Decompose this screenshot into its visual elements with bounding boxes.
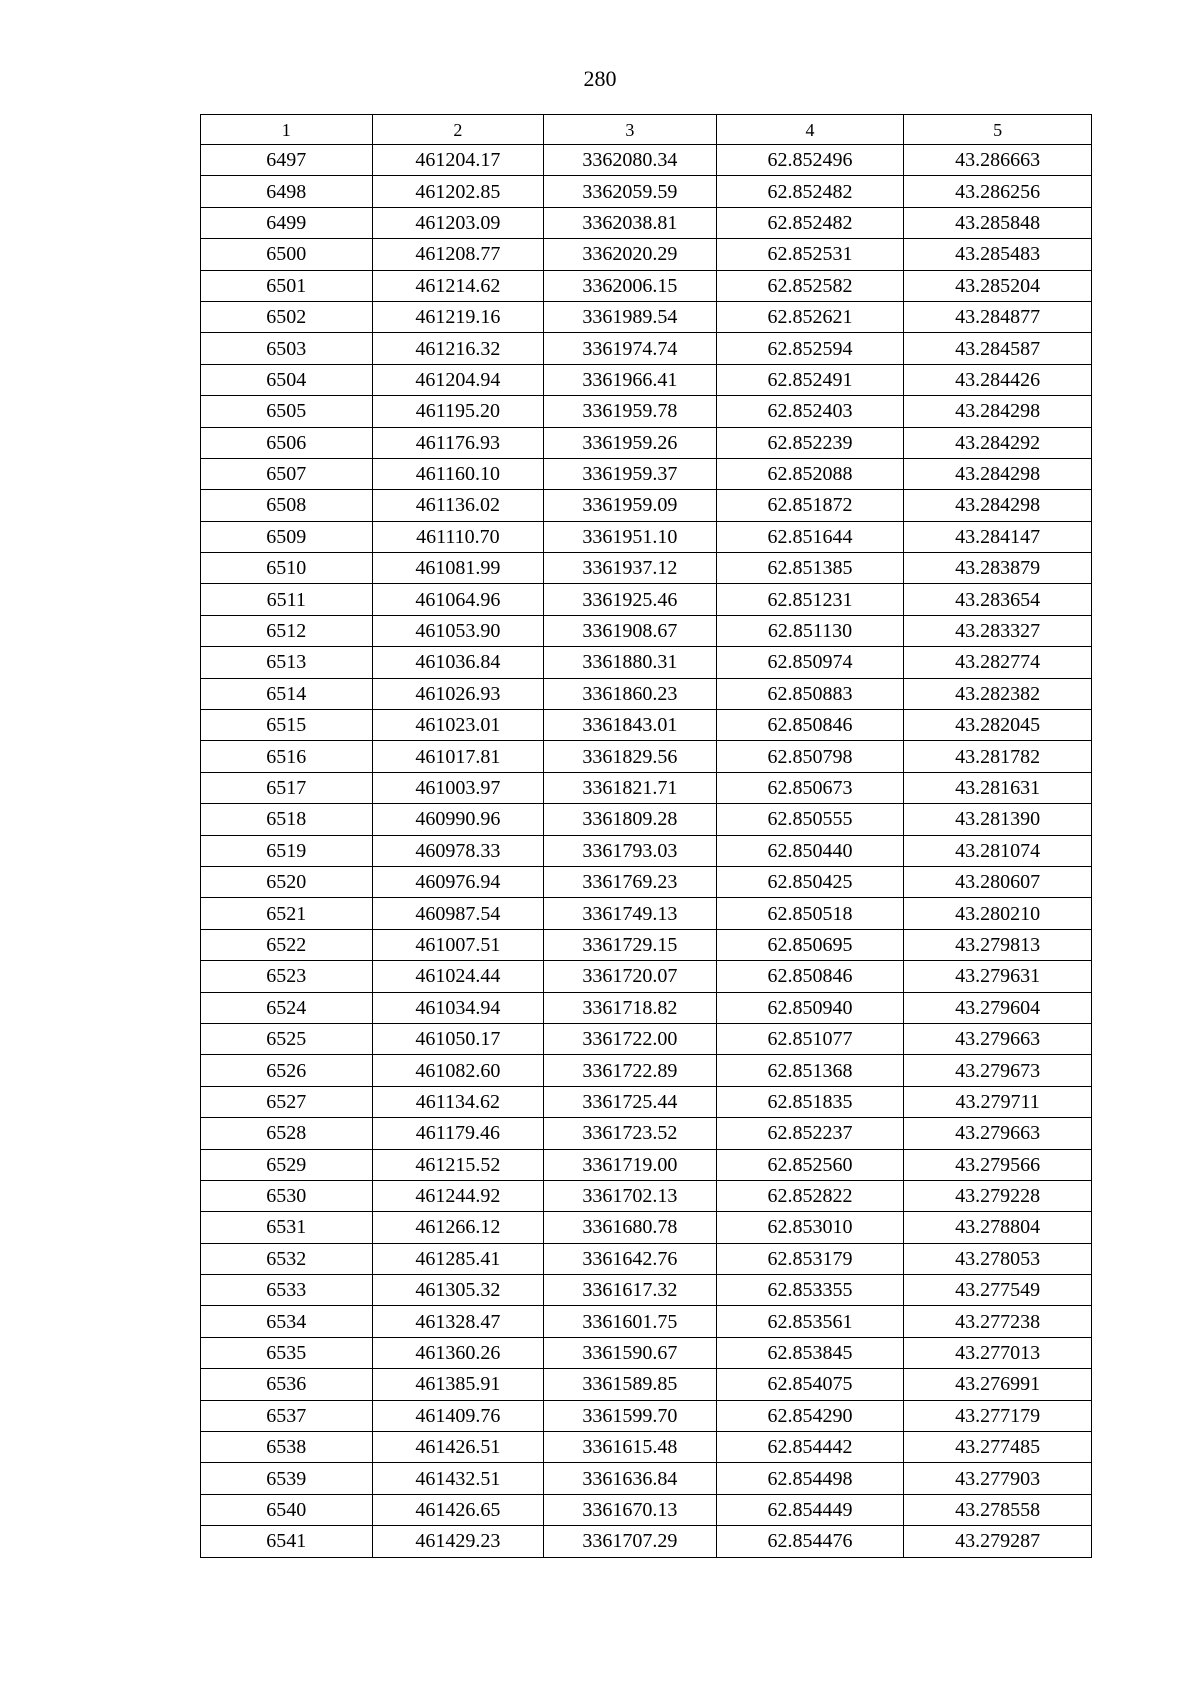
- table-cell: 3361642.76: [544, 1243, 717, 1274]
- table-cell: 461305.32: [372, 1275, 544, 1306]
- table-cell: 43.284298: [904, 490, 1092, 521]
- table-cell: 62.851231: [716, 584, 904, 615]
- table-cell: 43.281631: [904, 772, 1092, 803]
- table-cell: 43.282045: [904, 710, 1092, 741]
- table-cell: 461204.17: [372, 145, 544, 176]
- table-cell: 3361636.84: [544, 1463, 717, 1494]
- table-cell: 6509: [201, 521, 373, 552]
- table-row: [201, 898, 1092, 929]
- column-header: 1: [201, 115, 373, 145]
- table-cell: 43.281390: [904, 804, 1092, 835]
- table-row: [201, 1055, 1092, 1086]
- table-row: [201, 678, 1092, 709]
- table-row: [201, 1432, 1092, 1463]
- table-cell: 460987.54: [372, 898, 544, 929]
- table-cell: 43.278053: [904, 1243, 1092, 1274]
- table-cell: 461409.76: [372, 1400, 544, 1431]
- table-cell: 43.279604: [904, 992, 1092, 1023]
- table-cell: 62.851872: [716, 490, 904, 521]
- table-cell: 62.852594: [716, 333, 904, 364]
- table-cell: 43.281782: [904, 741, 1092, 772]
- table-cell: 461160.10: [372, 458, 544, 489]
- table-cell: 3361974.74: [544, 333, 717, 364]
- table-cell: 6523: [201, 961, 373, 992]
- table-row: [201, 1118, 1092, 1149]
- table-row: [201, 1306, 1092, 1337]
- table-cell: 6504: [201, 364, 373, 395]
- table-cell: 6527: [201, 1086, 373, 1117]
- column-header: 4: [716, 115, 904, 145]
- table-cell: 6516: [201, 741, 373, 772]
- table-cell: 62.854449: [716, 1494, 904, 1525]
- table-cell: 3361959.26: [544, 427, 717, 458]
- table-cell: 6531: [201, 1212, 373, 1243]
- table-row: [201, 333, 1092, 364]
- table-cell: 461215.52: [372, 1149, 544, 1180]
- table-row: [201, 1275, 1092, 1306]
- table-cell: 6514: [201, 678, 373, 709]
- table-row: [201, 521, 1092, 552]
- table-cell: 461050.17: [372, 1023, 544, 1054]
- table-body: [201, 145, 1092, 1558]
- table-cell: 3361707.29: [544, 1526, 717, 1557]
- table-cell: 43.279663: [904, 1023, 1092, 1054]
- table-cell: 6533: [201, 1275, 373, 1306]
- table-cell: 3361670.13: [544, 1494, 717, 1525]
- table-cell: 6512: [201, 615, 373, 646]
- table-cell: 3361959.78: [544, 396, 717, 427]
- table-header: [201, 115, 1092, 145]
- table-cell: 43.285483: [904, 239, 1092, 270]
- table-cell: 43.276991: [904, 1369, 1092, 1400]
- table-cell: 62.851385: [716, 553, 904, 584]
- table-cell: 461110.70: [372, 521, 544, 552]
- table-cell: 43.284292: [904, 427, 1092, 458]
- table-row: [201, 1243, 1092, 1274]
- table-cell: 6530: [201, 1180, 373, 1211]
- coordinates-table: [200, 114, 1092, 1558]
- table-cell: 62.853179: [716, 1243, 904, 1274]
- table-cell: 6510: [201, 553, 373, 584]
- table-cell: 6506: [201, 427, 373, 458]
- table-cell: 461266.12: [372, 1212, 544, 1243]
- table-cell: 6517: [201, 772, 373, 803]
- table-cell: 3361843.01: [544, 710, 717, 741]
- table-cell: 3361599.70: [544, 1400, 717, 1431]
- table-cell: 461385.91: [372, 1369, 544, 1400]
- table-cell: 62.852496: [716, 145, 904, 176]
- table-cell: 6522: [201, 929, 373, 960]
- table-cell: 62.852237: [716, 1118, 904, 1149]
- table-cell: 62.850846: [716, 710, 904, 741]
- table-cell: 3361722.89: [544, 1055, 717, 1086]
- table-cell: 62.852491: [716, 364, 904, 395]
- table-cell: 461426.65: [372, 1494, 544, 1525]
- table-row: [201, 458, 1092, 489]
- table-row: [201, 992, 1092, 1023]
- table-cell: 461024.44: [372, 961, 544, 992]
- table-row: [201, 961, 1092, 992]
- table-cell: 62.850846: [716, 961, 904, 992]
- table-cell: 62.853561: [716, 1306, 904, 1337]
- table-cell: 3361680.78: [544, 1212, 717, 1243]
- table-cell: 6497: [201, 145, 373, 176]
- table-row: [201, 207, 1092, 238]
- table-cell: 6502: [201, 301, 373, 332]
- table-cell: 3361702.13: [544, 1180, 717, 1211]
- table-row: [201, 1086, 1092, 1117]
- table-cell: 461007.51: [372, 929, 544, 960]
- table-cell: 43.279566: [904, 1149, 1092, 1180]
- table-cell: 6532: [201, 1243, 373, 1274]
- table-cell: 43.279631: [904, 961, 1092, 992]
- table-cell: 460978.33: [372, 835, 544, 866]
- table-row: [201, 1337, 1092, 1368]
- column-header: 5: [904, 115, 1092, 145]
- table-cell: 461023.01: [372, 710, 544, 741]
- table-cell: 43.279287: [904, 1526, 1092, 1557]
- table-cell: 460990.96: [372, 804, 544, 835]
- table-cell: 43.281074: [904, 835, 1092, 866]
- table-cell: 43.279711: [904, 1086, 1092, 1117]
- table-cell: 3361615.48: [544, 1432, 717, 1463]
- table-cell: 62.854498: [716, 1463, 904, 1494]
- table-cell: 62.854476: [716, 1526, 904, 1557]
- table-cell: 43.279673: [904, 1055, 1092, 1086]
- table-cell: 461179.46: [372, 1118, 544, 1149]
- table-cell: 62.852621: [716, 301, 904, 332]
- table-cell: 6511: [201, 584, 373, 615]
- table-cell: 461214.62: [372, 270, 544, 301]
- table-cell: 461053.90: [372, 615, 544, 646]
- table-cell: 3361860.23: [544, 678, 717, 709]
- table-cell: 3361793.03: [544, 835, 717, 866]
- table-cell: 6534: [201, 1306, 373, 1337]
- table-cell: 62.853010: [716, 1212, 904, 1243]
- table-row: [201, 741, 1092, 772]
- table-cell: 6538: [201, 1432, 373, 1463]
- table-cell: 62.852560: [716, 1149, 904, 1180]
- table-cell: 62.850940: [716, 992, 904, 1023]
- table-cell: 43.280210: [904, 898, 1092, 929]
- table-cell: 6498: [201, 176, 373, 207]
- table-cell: 62.854290: [716, 1400, 904, 1431]
- table-cell: 3361951.10: [544, 521, 717, 552]
- table-cell: 461328.47: [372, 1306, 544, 1337]
- table-cell: 6540: [201, 1494, 373, 1525]
- table-cell: 3361959.37: [544, 458, 717, 489]
- table-cell: 3362038.81: [544, 207, 717, 238]
- table-cell: 461208.77: [372, 239, 544, 270]
- table-cell: 461426.51: [372, 1432, 544, 1463]
- table-cell: 62.854442: [716, 1432, 904, 1463]
- table-cell: 3361590.67: [544, 1337, 717, 1368]
- table-cell: 461026.93: [372, 678, 544, 709]
- column-header: 3: [544, 115, 717, 145]
- table-cell: 6515: [201, 710, 373, 741]
- table-cell: 461036.84: [372, 647, 544, 678]
- table-cell: 461017.81: [372, 741, 544, 772]
- table-cell: 43.277238: [904, 1306, 1092, 1337]
- table-cell: 6520: [201, 866, 373, 897]
- table-cell: 62.851077: [716, 1023, 904, 1054]
- table-cell: 43.284298: [904, 458, 1092, 489]
- table-cell: 43.282774: [904, 647, 1092, 678]
- table-cell: 62.852088: [716, 458, 904, 489]
- table-cell: 6505: [201, 396, 373, 427]
- table-cell: 43.285204: [904, 270, 1092, 301]
- table-cell: 43.284147: [904, 521, 1092, 552]
- table-cell: 62.850518: [716, 898, 904, 929]
- table-cell: 461285.41: [372, 1243, 544, 1274]
- column-header: 2: [372, 115, 544, 145]
- table-row: [201, 1494, 1092, 1525]
- table-cell: 62.854075: [716, 1369, 904, 1400]
- table-cell: 461429.23: [372, 1526, 544, 1557]
- table-cell: 3361880.31: [544, 647, 717, 678]
- table-cell: 43.284298: [904, 396, 1092, 427]
- table-cell: 62.850883: [716, 678, 904, 709]
- table-cell: 3361725.44: [544, 1086, 717, 1117]
- table-row: [201, 1180, 1092, 1211]
- table-cell: 6499: [201, 207, 373, 238]
- table-cell: 62.853845: [716, 1337, 904, 1368]
- table-cell: 3361749.13: [544, 898, 717, 929]
- table-row: [201, 772, 1092, 803]
- table-cell: 6501: [201, 270, 373, 301]
- table-row: [201, 1149, 1092, 1180]
- table-row: [201, 1212, 1092, 1243]
- table-cell: 43.283327: [904, 615, 1092, 646]
- table-cell: 3361829.56: [544, 741, 717, 772]
- table-row: [201, 1023, 1092, 1054]
- table-cell: 3362080.34: [544, 145, 717, 176]
- table-cell: 43.278804: [904, 1212, 1092, 1243]
- table-cell: 6525: [201, 1023, 373, 1054]
- table-cell: 460976.94: [372, 866, 544, 897]
- table-cell: 461134.62: [372, 1086, 544, 1117]
- page-number: 280: [583, 66, 617, 91]
- table-cell: 6513: [201, 647, 373, 678]
- table-cell: 6507: [201, 458, 373, 489]
- table-row: [201, 866, 1092, 897]
- table-cell: 3361769.23: [544, 866, 717, 897]
- table-cell: 6535: [201, 1337, 373, 1368]
- table-cell: 461432.51: [372, 1463, 544, 1494]
- table-cell: 6529: [201, 1149, 373, 1180]
- table-cell: 6526: [201, 1055, 373, 1086]
- table-row: [201, 145, 1092, 176]
- table-cell: 62.850555: [716, 804, 904, 835]
- table-row: [201, 490, 1092, 521]
- table-cell: 461244.92: [372, 1180, 544, 1211]
- table-cell: 3361821.71: [544, 772, 717, 803]
- table-cell: 3361723.52: [544, 1118, 717, 1149]
- table-cell: 43.277013: [904, 1337, 1092, 1368]
- table-cell: 62.852531: [716, 239, 904, 270]
- table-cell: 62.852482: [716, 176, 904, 207]
- table-row: [201, 1369, 1092, 1400]
- table-cell: 6536: [201, 1369, 373, 1400]
- table-cell: 3361719.00: [544, 1149, 717, 1180]
- table-cell: 3361589.85: [544, 1369, 717, 1400]
- table-cell: 62.851130: [716, 615, 904, 646]
- table-cell: 6528: [201, 1118, 373, 1149]
- table-cell: 6518: [201, 804, 373, 835]
- table-row: [201, 239, 1092, 270]
- table-cell: 62.850440: [716, 835, 904, 866]
- table-cell: 3361908.67: [544, 615, 717, 646]
- table-cell: 3361925.46: [544, 584, 717, 615]
- table-cell: 3361722.00: [544, 1023, 717, 1054]
- table-cell: 6508: [201, 490, 373, 521]
- table-cell: 461216.32: [372, 333, 544, 364]
- table-row: [201, 427, 1092, 458]
- table-cell: 43.286256: [904, 176, 1092, 207]
- table-cell: 3362020.29: [544, 239, 717, 270]
- table-cell: 3362059.59: [544, 176, 717, 207]
- table-cell: 6524: [201, 992, 373, 1023]
- table-cell: 43.278558: [904, 1494, 1092, 1525]
- table-cell: 3361729.15: [544, 929, 717, 960]
- table-cell: 3361720.07: [544, 961, 717, 992]
- table-row: [201, 929, 1092, 960]
- table-row: [201, 615, 1092, 646]
- table-row: [201, 553, 1092, 584]
- table-cell: 62.852582: [716, 270, 904, 301]
- table-cell: 3361966.41: [544, 364, 717, 395]
- table-cell: 3361809.28: [544, 804, 717, 835]
- table-cell: 43.279663: [904, 1118, 1092, 1149]
- table-row: [201, 835, 1092, 866]
- table-cell: 62.851835: [716, 1086, 904, 1117]
- table-cell: 461064.96: [372, 584, 544, 615]
- table-cell: 43.284587: [904, 333, 1092, 364]
- table-cell: 43.286663: [904, 145, 1092, 176]
- table-cell: 62.850695: [716, 929, 904, 960]
- header-row: [201, 115, 1092, 145]
- table-cell: 43.283654: [904, 584, 1092, 615]
- table-cell: 43.277903: [904, 1463, 1092, 1494]
- table-cell: 461136.02: [372, 490, 544, 521]
- table-row: [201, 396, 1092, 427]
- table-cell: 461176.93: [372, 427, 544, 458]
- table-cell: 62.852239: [716, 427, 904, 458]
- table-cell: 43.280607: [904, 866, 1092, 897]
- table-cell: 461204.94: [372, 364, 544, 395]
- table-cell: 461360.26: [372, 1337, 544, 1368]
- table-row: [201, 176, 1092, 207]
- table-cell: 6503: [201, 333, 373, 364]
- table-cell: 62.852822: [716, 1180, 904, 1211]
- table-row: [201, 364, 1092, 395]
- table-cell: 62.851644: [716, 521, 904, 552]
- table-cell: 43.282382: [904, 678, 1092, 709]
- table-cell: 43.277549: [904, 1275, 1092, 1306]
- table-cell: 3362006.15: [544, 270, 717, 301]
- table-cell: 3361937.12: [544, 553, 717, 584]
- table-cell: 6519: [201, 835, 373, 866]
- table-cell: 461082.60: [372, 1055, 544, 1086]
- table-cell: 461034.94: [372, 992, 544, 1023]
- table-cell: 43.277485: [904, 1432, 1092, 1463]
- table-cell: 3361601.75: [544, 1306, 717, 1337]
- table-cell: 62.852482: [716, 207, 904, 238]
- table-cell: 3361959.09: [544, 490, 717, 521]
- table-cell: 6541: [201, 1526, 373, 1557]
- table-cell: 62.850673: [716, 772, 904, 803]
- table-cell: 6539: [201, 1463, 373, 1494]
- table-cell: 461202.85: [372, 176, 544, 207]
- table-cell: 6500: [201, 239, 373, 270]
- table-cell: 62.853355: [716, 1275, 904, 1306]
- table-cell: 6521: [201, 898, 373, 929]
- table-row: [201, 710, 1092, 741]
- table-row: [201, 584, 1092, 615]
- table-cell: 461219.16: [372, 301, 544, 332]
- table-cell: 461195.20: [372, 396, 544, 427]
- table-cell: 6537: [201, 1400, 373, 1431]
- table-cell: 3361718.82: [544, 992, 717, 1023]
- table-row: [201, 1463, 1092, 1494]
- table-cell: 43.284877: [904, 301, 1092, 332]
- table-cell: 461203.09: [372, 207, 544, 238]
- table-cell: 62.851368: [716, 1055, 904, 1086]
- table-row: [201, 270, 1092, 301]
- table-row: [201, 1400, 1092, 1431]
- table-cell: 62.850425: [716, 866, 904, 897]
- table-cell: 43.279813: [904, 929, 1092, 960]
- table-cell: 43.283879: [904, 553, 1092, 584]
- table-row: [201, 647, 1092, 678]
- table-cell: 62.850974: [716, 647, 904, 678]
- table-cell: 62.852403: [716, 396, 904, 427]
- table-cell: 3361617.32: [544, 1275, 717, 1306]
- table-row: [201, 804, 1092, 835]
- table-row: [201, 301, 1092, 332]
- table-cell: 62.850798: [716, 741, 904, 772]
- table-cell: 43.277179: [904, 1400, 1092, 1431]
- table-cell: 43.285848: [904, 207, 1092, 238]
- table-cell: 461081.99: [372, 553, 544, 584]
- table-cell: 461003.97: [372, 772, 544, 803]
- table-cell: 43.279228: [904, 1180, 1092, 1211]
- table-row: [201, 1526, 1092, 1557]
- table-cell: 43.284426: [904, 364, 1092, 395]
- table-cell: 3361989.54: [544, 301, 717, 332]
